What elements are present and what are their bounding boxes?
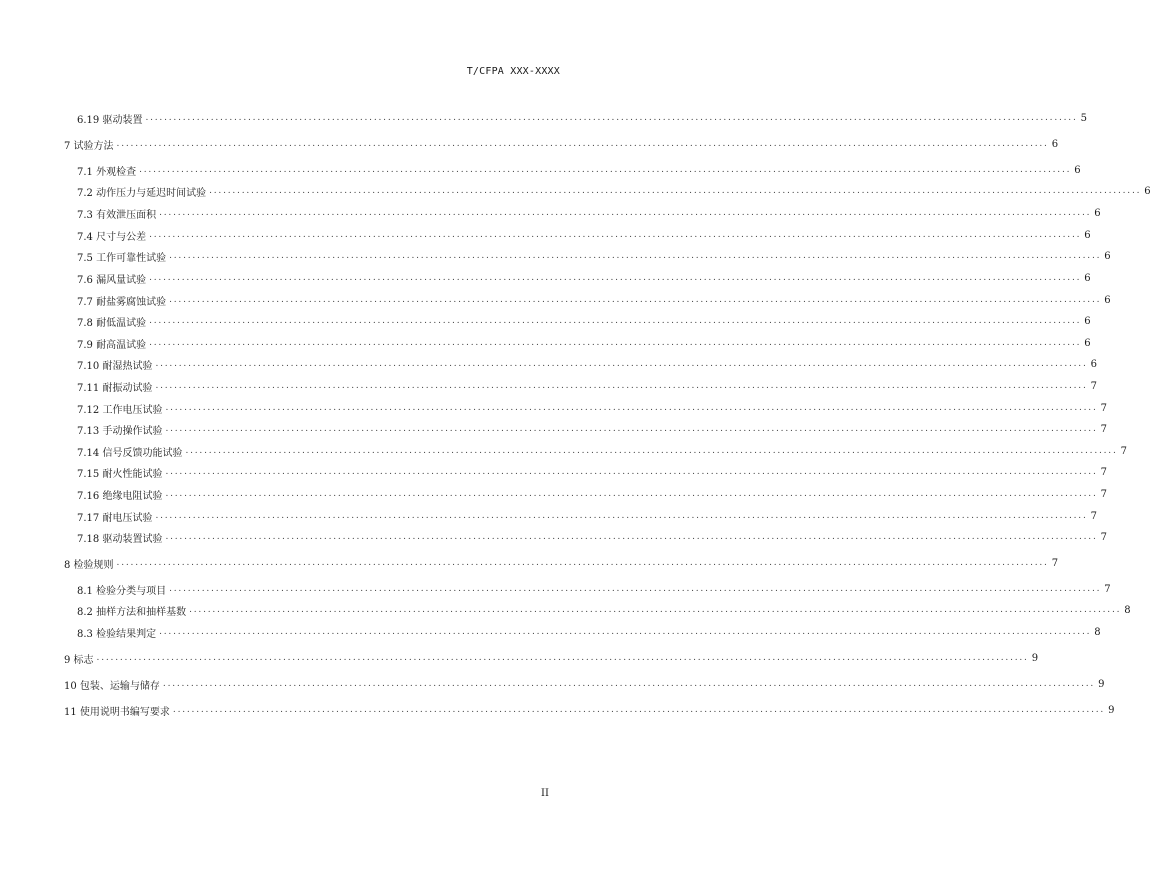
dot-leader: ........................................................................................................................................................................................................ — [155, 381, 1088, 391]
toc-entry-page: 6 — [1084, 337, 1091, 349]
toc-entry-page: 6 — [1090, 358, 1097, 370]
dot-leader: ........................................................................................................................................................................................................ — [149, 230, 1082, 240]
toc-entry-page: 7 — [1100, 423, 1107, 435]
toc-entry-page: 7 — [1104, 583, 1111, 595]
toc-entry[interactable] — [0, 676, 1105, 692]
dot-leader: ........................................................................................................................................................................................................ — [155, 511, 1088, 521]
dot-leader: ........................................................................................................................................................................................................ — [159, 627, 1092, 637]
toc-entry-title: 8 检验规则 — [64, 556, 117, 571]
dot-leader: ........................................................................................................................................................................................................ — [169, 251, 1102, 261]
dot-leader: ........................................................................................................................................................................................................ — [116, 558, 1049, 568]
toc-entry[interactable] — [0, 400, 1107, 416]
toc-entry-page: 5 — [1080, 112, 1087, 124]
toc-entry[interactable] — [0, 313, 1091, 329]
toc-entry[interactable] — [0, 702, 1115, 718]
toc-entry-title: 7.14 信号反馈功能试验 — [77, 444, 185, 459]
toc-entry-page: 6 — [1094, 207, 1101, 219]
toc-entry[interactable] — [0, 508, 1097, 524]
toc-entry-title: 7.9 耐高温试验 — [77, 336, 149, 351]
dot-leader: ........................................................................................................................................................................................................ — [165, 424, 1098, 434]
toc-entry-title: 7.4 尺寸与公差 — [77, 228, 149, 243]
toc-entry-page: 7 — [1100, 466, 1107, 478]
toc-entry-page: 8 — [1094, 626, 1101, 638]
toc-entry[interactable] — [0, 378, 1097, 394]
toc-entry-page: 6 — [1084, 229, 1091, 241]
dot-leader: ........................................................................................................................................................................................................ — [162, 679, 1096, 689]
toc-entry-page: 6 — [1084, 315, 1091, 327]
toc-entry-title: 7.12 工作电压试验 — [77, 401, 165, 416]
toc-entry[interactable] — [0, 248, 1111, 264]
toc-entry-page: 7 — [1100, 402, 1107, 414]
toc-entry[interactable] — [0, 421, 1107, 437]
toc-entry-title: 7.5 工作可靠性试验 — [77, 249, 169, 264]
dot-leader: ........................................................................................................................................................................................................ — [165, 467, 1098, 477]
toc-entry-title: 7.18 驱动装置试验 — [77, 530, 165, 545]
toc-entry-title: 8.3 检验结果判定 — [77, 625, 159, 640]
toc-entry-title: 7.16 绝缘电阻试验 — [77, 487, 165, 502]
toc-entry-title: 10 包装、运输与储存 — [64, 677, 163, 692]
toc-entry-title: 7.2 动作压力与延迟时间试验 — [77, 184, 209, 199]
toc-entry[interactable] — [0, 335, 1091, 351]
toc-entry-page: 9 — [1108, 704, 1115, 716]
toc-entry[interactable] — [0, 486, 1107, 502]
toc-entry[interactable] — [0, 624, 1101, 640]
toc-entry-title: 7.7 耐盐雾腐蚀试验 — [77, 293, 169, 308]
toc-entry-page: 7 — [1090, 380, 1097, 392]
toc-entry[interactable] — [0, 581, 1111, 597]
dot-leader: ........................................................................................................................................................................................................ — [209, 186, 1142, 196]
toc-entry-page: 6 — [1144, 185, 1151, 197]
page-number: II — [541, 788, 549, 799]
toc-entry-title: 7.11 耐振动试验 — [77, 379, 155, 394]
toc-entry-page: 7 — [1090, 510, 1097, 522]
toc-entry-page: 6 — [1104, 294, 1111, 306]
toc-entry-title: 8.1 检验分类与项目 — [77, 582, 169, 597]
dot-leader: ........................................................................................................................................................................................................ — [155, 359, 1088, 369]
toc-entry-page: 7 — [1100, 488, 1107, 500]
toc-entry-title: 7.13 手动操作试验 — [77, 422, 165, 437]
toc-entry-page: 7 — [1100, 531, 1107, 543]
toc-entry-title: 7.1 外观检查 — [77, 163, 139, 178]
dot-leader: ........................................................................................................................................................................................................ — [172, 705, 1106, 715]
toc-entry[interactable] — [0, 110, 1087, 126]
toc-entry-page: 9 — [1031, 652, 1039, 664]
toc-entry[interactable] — [0, 205, 1101, 221]
toc-entry[interactable] — [0, 183, 1151, 199]
toc-entry-page: 8 — [1124, 604, 1131, 616]
document-code: T/CFPA XXX-XXXX — [466, 66, 560, 77]
toc-entry-page: 9 — [1098, 678, 1105, 690]
toc-entry-page: 6 — [1084, 272, 1091, 284]
dot-leader: ........................................................................................................................................................................................................ — [116, 139, 1049, 149]
dot-leader: ........................................................................................................................................................................................................ — [165, 532, 1098, 542]
toc-entry-title: 7.10 耐湿热试验 — [77, 357, 155, 372]
dot-leader: ........................................................................................................................................................................................................ — [96, 653, 1029, 663]
toc-entry-title: 7.8 耐低温试验 — [77, 314, 149, 329]
toc-entry-title: 7.3 有效泄压面积 — [77, 206, 159, 221]
toc-entry-page: 7 — [1051, 557, 1059, 569]
toc-entry-title: 7.17 耐电压试验 — [77, 509, 155, 524]
toc-entry-title: 11 使用说明书编写要求 — [64, 703, 173, 718]
toc-entry-page: 6 — [1051, 138, 1059, 150]
dot-leader: ........................................................................................................................................................................................................ — [149, 316, 1082, 326]
dot-leader: ........................................................................................................................................................................................................ — [189, 605, 1122, 615]
toc-entry[interactable] — [0, 270, 1091, 286]
dot-leader: ........................................................................................................................................................................................................ — [169, 295, 1102, 305]
toc-entry-title: 7.6 漏风量试验 — [77, 271, 149, 286]
toc-entry-title: 7.15 耐火性能试验 — [77, 465, 165, 480]
toc-entry-title: 8.2 抽样方法和抽样基数 — [77, 603, 189, 618]
dot-leader: ........................................................................................................................................................................................................ — [149, 338, 1082, 348]
toc-entry-title: 7 试验方法 — [64, 137, 117, 152]
toc-entry[interactable] — [0, 529, 1107, 545]
dot-leader: ........................................................................................................................................................................................................ — [165, 489, 1098, 499]
dot-leader: ........................................................................................................................................................................................................ — [169, 584, 1102, 594]
toc-entry[interactable] — [0, 292, 1111, 308]
toc-entry[interactable] — [0, 227, 1091, 243]
dot-leader: ........................................................................................................................................................................................................ — [139, 165, 1072, 175]
toc-entry-title: 6.19 驱动装置 — [77, 111, 145, 126]
dot-leader: ........................................................................................................................................................................................................ — [185, 446, 1118, 456]
toc-entry-page: 6 — [1104, 250, 1111, 262]
dot-leader: ........................................................................................................................................................................................................ — [165, 403, 1098, 413]
toc-entry[interactable] — [0, 464, 1107, 480]
toc-entry[interactable] — [0, 602, 1131, 618]
dot-leader: ........................................................................................................................................................................................................ — [159, 208, 1092, 218]
toc-entry-page: 6 — [1074, 164, 1081, 176]
toc-entry[interactable] — [0, 443, 1127, 459]
toc-entry[interactable] — [0, 356, 1097, 372]
dot-leader: ........................................................................................................................................................................................................ — [149, 273, 1082, 283]
toc-entry[interactable] — [0, 162, 1081, 178]
toc-entry[interactable] — [0, 136, 1059, 152]
toc-entry[interactable] — [0, 650, 1039, 666]
dot-leader: ........................................................................................................................................................................................................ — [145, 113, 1078, 123]
toc-entry[interactable] — [0, 555, 1059, 571]
toc-entry-title: 9 标志 — [64, 651, 97, 666]
toc-entry-page: 7 — [1120, 445, 1127, 457]
